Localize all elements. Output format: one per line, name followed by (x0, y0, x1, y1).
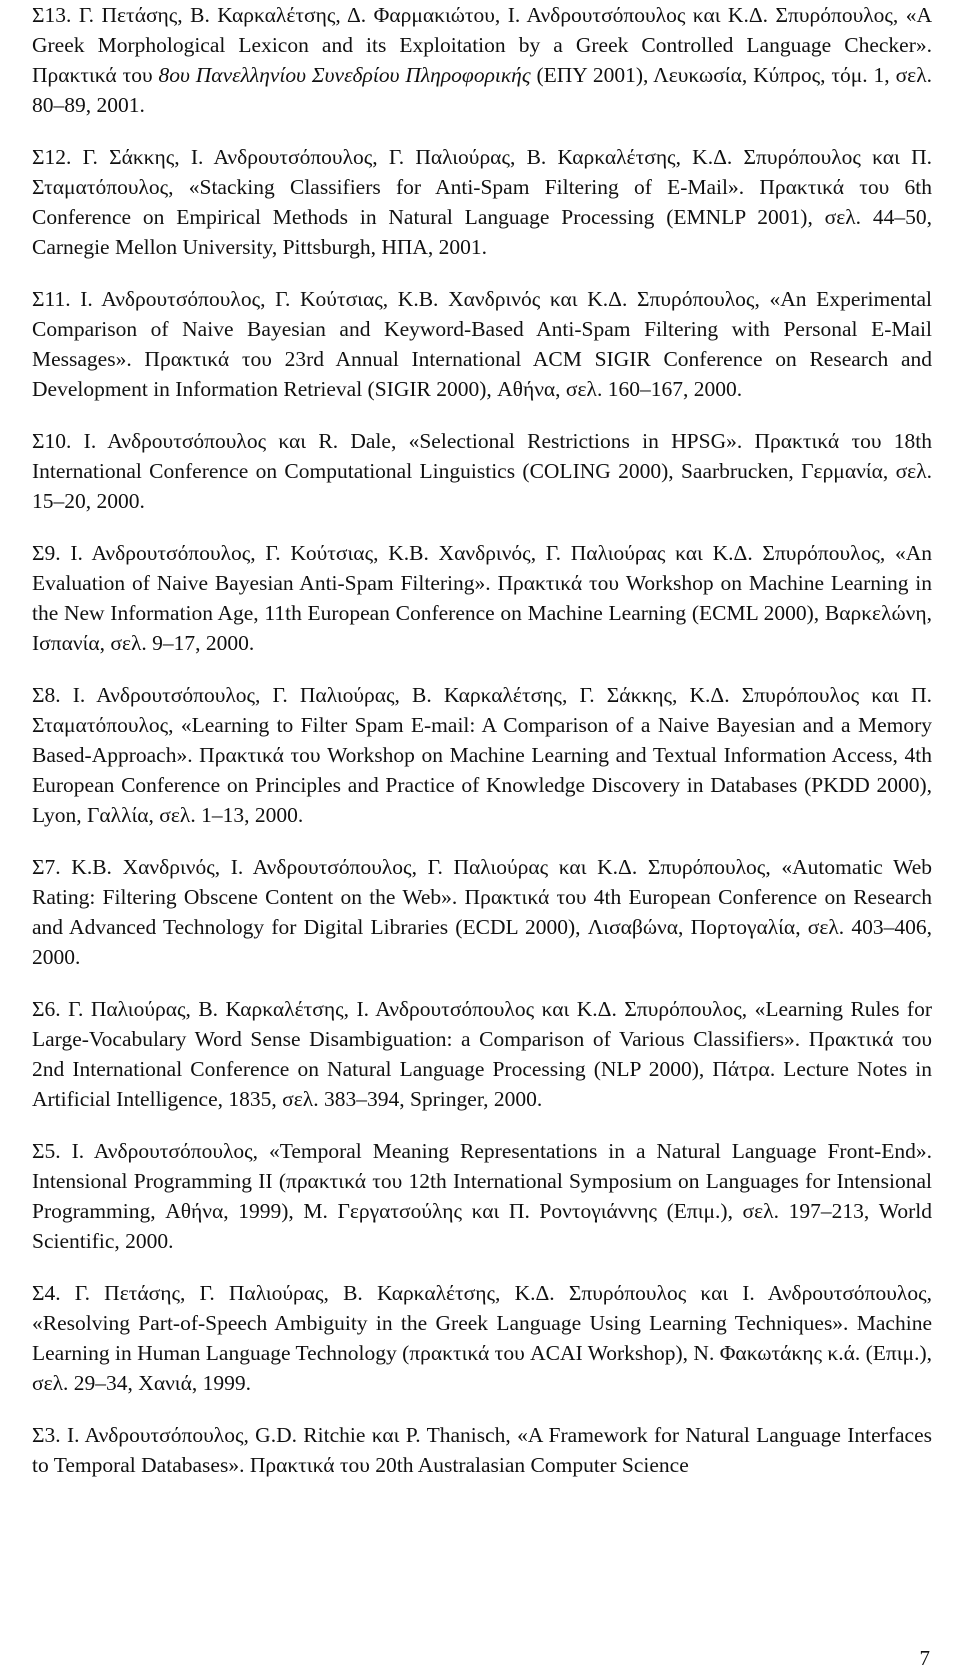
reference-entry (32, 1420, 932, 1480)
reference-id: Σ12. (32, 145, 72, 169)
reference-list (32, 0, 932, 1502)
reference-text: Κ.Β. Χανδρινός, Ι. Ανδρουτσόπουλος, Γ. Παλιούρας και Κ.Δ. Σπυρόπουλος, «Automatic Web Rating: Filtering Obscene Content on the Web». Πρακτικά του 4th European Conference on Research and Advanced Technology for Digital Libraries (ECDL 2000), Λισαβώνα, Πορτογαλία, σελ. 403–406, 2000. (32, 855, 932, 969)
reference-text: Γ. Πετάσης, Γ. Παλιούρας, Β. Καρκαλέτσης, Κ.Δ. Σπυρόπουλος και Ι. Ανδρουτσόπουλος, «Resolving Part-of-Speech Ambiguity in the Greek Language Using Learning Techniques». Machine Learning in Human Language Technology (πρακτικά του ACAI Workshop), Ν. Φακωτάκης κ.ά. (Επιμ.), σελ. 29–34, Χανιά, 1999. (32, 1281, 932, 1395)
reference-id: Σ11. (32, 287, 71, 311)
reference-entry (32, 0, 932, 120)
reference-text: Γ. Σάκκης, Ι. Ανδρουτσόπουλος, Γ. Παλιούρας, Β. Καρκαλέτσης, Κ.Δ. Σπυρόπουλος και Π. Σταματόπουλος, «Stacking Classifiers for Anti-Spam Filtering of E-Mail». Πρακτικά του 6th Conference on Empirical Methods in Natural Language Processing (EMNLP 2001), σελ. 44–50, Carnegie Mellon University, Pittsburgh, ΗΠΑ, 2001. (32, 145, 932, 259)
reference-entry (32, 1278, 932, 1398)
reference-text: Ι. Ανδρουτσόπουλος, Γ. Κούτσιας, Κ.Β. Χανδρινός, Γ. Παλιούρας και Κ.Δ. Σπυρόπουλος, «An Evaluation of Naive Bayesian Anti-Spam Filtering». Πρακτικά του Workshop on Machine Learning in the New Information Age, 11th European Conference on Machine Learning (ECML 2000), Βαρκελώνη, Ισπανία, σελ. 9–17, 2000. (32, 541, 932, 655)
reference-id: Σ3. (32, 1423, 61, 1447)
reference-entry (32, 1136, 932, 1256)
reference-id: Σ6. (32, 997, 61, 1021)
reference-id: Σ9. (32, 541, 61, 565)
reference-entry (32, 994, 932, 1114)
reference-id: Σ4. (32, 1281, 61, 1305)
reference-text: (ΕΠΥ 2001), Λευκωσία, Κύπρος, τόμ. 1, σελ. 80–89, 2001. (32, 63, 932, 117)
reference-entry (32, 538, 932, 658)
reference-entry (32, 142, 932, 262)
reference-text: Ι. Ανδρουτσόπουλος, «Temporal Meaning Representations in a Natural Language Front-End». Intensional Programming II (πρακτικά του 12th International Symposium on Languages for Intensional Programming, Αθήνα, 1999), Μ. Γεργατσούλης και Π. Ροντογιάννης (Επιμ.), σελ. 197–213, World Scientific, 2000. (32, 1139, 932, 1253)
reference-entry (32, 284, 932, 404)
reference-id: Σ7. (32, 855, 61, 879)
reference-text: Ι. Ανδρουτσόπουλος, Γ. Παλιούρας, Β. Καρκαλέτσης, Γ. Σάκκης, Κ.Δ. Σπυρόπουλος και Π. Σταματόπουλος, «Learning to Filter Spam E-mail: A Comparison of a Naive Bayesian and a Memory Based-Approach». Πρακτικά του Workshop on Machine Learning and Textual Information Access, 4th European Conference on Principles and Practice of Knowledge Discovery in Databases (PKDD 2000), Lyon, Γαλλία, σελ. 1–13, 2000. (32, 683, 932, 827)
reference-text: Γ. Παλιούρας, Β. Καρκαλέτσης, Ι. Ανδρουτσόπουλος και Κ.Δ. Σπυρόπουλος, «Learning Rules for Large-Vocabulary Word Sense Disambiguation: a Comparison of Various Classifiers». Πρακτικά του 2nd International Conference on Natural Language Processing (NLP 2000), Πάτρα. Lecture Notes in Artificial Intelligence, 1835, σελ. 383–394, Springer, 2000. (32, 997, 932, 1111)
reference-text: Ι. Ανδρουτσόπουλος, G.D. Ritchie και P. Thanisch, «A Framework for Natural Language Interfaces to Temporal Databases». Πρακτικά του 20th Australasian Computer Science (32, 1423, 932, 1477)
reference-entry (32, 852, 932, 972)
reference-id: Σ10. (32, 429, 72, 453)
reference-italic-text: 8ου Πανελληνίου Συνεδρίου Πληροφορικής (158, 63, 531, 87)
reference-id: Σ13. (32, 3, 72, 27)
reference-entry (32, 426, 932, 516)
reference-id: Σ8. (32, 683, 61, 707)
reference-id: Σ5. (32, 1139, 61, 1163)
reference-text: Ι. Ανδρουτσόπουλος, Γ. Κούτσιας, Κ.Β. Χανδρινός και Κ.Δ. Σπυρόπουλος, «An Experimental Comparison of Naive Bayesian and Keyword-Based Anti-Spam Filtering with Personal E-Mail Messages». Πρακτικά του 23rd Annual International ACM SIGIR Conference on Research and Development in Information Retrieval (SIGIR 2000), Αθήνα, σελ. 160–167, 2000. (32, 287, 932, 401)
page-number: 7 (919, 1646, 930, 1670)
reference-entry (32, 680, 932, 830)
reference-text: Γ. Πετάσης, Β. Καρκαλέτσης, Δ. Φαρμακιώτου, Ι. Ανδρουτσόπουλος και Κ.Δ. Σπυρόπουλος, «A Greek Morphological Lexicon and its Exploitation by a Greek Controlled Language Checker». Πρακτικά του (32, 3, 932, 87)
reference-text: Ι. Ανδρουτσόπουλος και R. Dale, «Selectional Restrictions in HPSG». Πρακτικά του 18th International Conference on Computational Linguistics (COLING 2000), Saarbrucken, Γερμανία, σελ. 15–20, 2000. (32, 429, 932, 513)
